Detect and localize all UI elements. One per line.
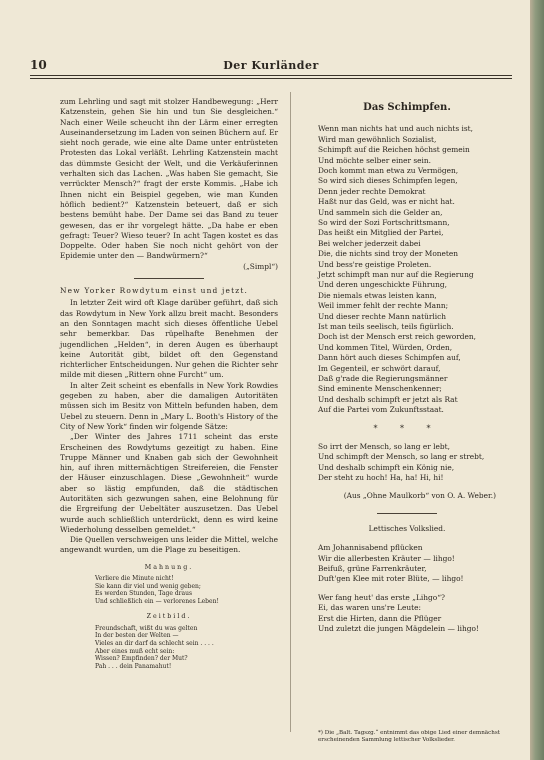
poem-line: Ei, das waren uns're Leute: bbox=[318, 603, 421, 613]
rowdytum-paragraph-1: In letzter Zeit wird oft Klage darüber geführt, daß sich das Rowdytum in New York allzu breit macht. Besonders an den Sonntagen macht sich dieses öffentliche Uebel sehr bemerkbar. Das rüpelhafte Benehmen der jugendlichen „Helden“, in deren Augen es überhaupt keine Autorität gibt, bildet oft den Gegenstand richterlicher Entscheidungen. Nur gehen die Richter sehr milde mit diesen „Rittern ohne Furcht“ um. bbox=[60, 298, 278, 380]
rowdytum-paragraph-3: Die Quellen verschweigen uns leider die Mittel, welche angewandt wurden, um die Plage zu beseitigen. bbox=[60, 535, 278, 555]
rowdytum-paragraph-2: In alter Zeit scheint es ebenfalls in New York Rowdies gegeben zu haben, aber die damaligen Autoritäten müssen sich im Besitz von Mitteln befunden haben, dem Uebel zu steuern. Denn in „Mary L. Booth's History of the City of New York“ finden wir folgende Sätze: bbox=[60, 380, 278, 431]
poem-line: Und kommen Titel, Würden, Orden, bbox=[318, 342, 453, 352]
poem-mahnung bbox=[60, 575, 278, 605]
poem-line: Sie kann dir viel und wenig geben; bbox=[95, 582, 201, 590]
section-divider bbox=[377, 513, 437, 514]
poem-line: Denn jeder rechte Demokrat bbox=[318, 186, 426, 196]
poem-line: Und zuletzt die jungen Mägdelein — lihgo! bbox=[318, 624, 479, 634]
poem-line: So wird der Sozi Fortschrittsmann, bbox=[318, 217, 450, 227]
asterism: * * * bbox=[373, 423, 441, 433]
poem-line: Doch kommt man etwa zu Vermögen, bbox=[318, 165, 459, 175]
poem-line: Doch ist der Mensch erst reich geworden, bbox=[318, 332, 476, 342]
poem-line: Es werden Stunden, Tage draus bbox=[95, 590, 193, 598]
poem-line: Am Johannisabend pflücken bbox=[318, 543, 423, 553]
volkslied-stanza-2 bbox=[318, 593, 496, 635]
poem-line: Wird man gewöhnlich Sozialist, bbox=[318, 134, 437, 144]
poem-line: Weil immer fehlt der rechte Mann; bbox=[318, 301, 449, 311]
poem-line: Und deshalb schimpft er jetzt als Rat bbox=[318, 394, 458, 404]
poem-line: Freundschaft, wißt du was gelten bbox=[95, 624, 198, 632]
poem-line: Wer fang heut' das erste „Lihgo“? bbox=[318, 592, 445, 602]
poem-schimpfen bbox=[318, 124, 496, 415]
poem-line: Wir die allerbesten Kräuter — lihgo! bbox=[318, 553, 455, 563]
poem-line: Daß g'rade die Regierungsmänner bbox=[318, 374, 448, 384]
poem-line: Und dieser rechte Mann natürlich bbox=[318, 311, 446, 321]
book-binding-edge bbox=[530, 0, 544, 760]
poem-line: Dann hört auch dieses Schimpfen auf, bbox=[318, 353, 461, 363]
poem-line: Erst die Hirten, dann die Pflüger bbox=[318, 613, 442, 623]
periodical-title: Der Kurländer bbox=[223, 59, 319, 72]
poem-title-schimpfen: Das Schimpfen. bbox=[363, 102, 451, 113]
poem-line: Schimpft auf die Reichen höchst gemein bbox=[318, 145, 470, 155]
poem-line: Vieles an dir darf da schlecht sein . . . . bbox=[95, 639, 214, 647]
poem-line: Sind eminente Menschenkenner; bbox=[318, 384, 442, 394]
poem-credit: (Aus „Ohne Maulkorb“ von O. A. Weber.) bbox=[343, 490, 496, 500]
section-divider bbox=[134, 278, 204, 279]
poem-line: Und deren ungeschickte Führung, bbox=[318, 280, 447, 290]
poem-zeitbild-title: Zeitbild. bbox=[146, 613, 192, 621]
katzenstein-paragraph: zum Lehrling und sagt mit stolzer Handbewegung: „Herr Katzenstein, gehen Sie hin und tun Sie desgleichen.“ Nach einer Weile scheucht ihn der Lärm einer erregten Auseinandersetzung im Laden von seinen Büchern auf. Er sieht noch gerade, wie eine alte Dame unter entrüsteten Protesten das Lokal verläßt. Lehrling Katzenstein macht das dümmste Gesicht der Welt, und die Verkäuferinnen verhalten sich das Lachen. „Was haben Sie gemacht, Sie verrückter Mensch?“ fragt der erste Kommis. „Habe ich Ihnen nicht ein Beispiel gegeben, wie man Kunden höflich bedient?“ Katzenstein beteuert, daß er sich bestens bemüht habe. Der Dame sei das Band zu teuer gewesen, das er ihr vorgelegt hätte. „Da habe er eben gefragt: Teuer? Wieso teuer? In acht Tagen kostet es das Doppelte. Oder haben Sie noch nicht gehört von der Epidemie unter den — Bandwürmern?“ bbox=[60, 97, 278, 261]
page-number: 10 bbox=[30, 58, 47, 72]
right-column bbox=[318, 97, 496, 642]
footnote: *) Die „Balt. Tagszg.“ entnimmt das obige Lied einer demnächst erscheinenden Sammlung lettischer Volkslieder. bbox=[318, 730, 500, 743]
rowdytum-quote: „Der Winter des Jahres 1711 scheint das erste Erscheinen des Rowdytums gezeitigt zu haben. Eine Truppe Männer und Knaben gab sich der Gewohnheit hin, auf ihren mitternächtigen Streifereien, die Fenster der Häuser einzuschlagen. Diese „Gewohnheit“ wurde aber so lästig empfunden, daß die städtischen Autoritäten sich gezwungen sahen, eine Belohnung für die Ergreifung der Uebeltäter auszusetzen. Das Uebel wurde auch schließlich unterdrückt, denn es wird keine Wiederholung desselben gemeldet.“ bbox=[60, 432, 278, 534]
column-separator bbox=[290, 92, 291, 732]
poem-line: Pah . . . dein Panamahut! bbox=[95, 662, 172, 670]
poem-line: Haßt nur das Geld, was er nicht hat. bbox=[318, 197, 455, 207]
poem-line: Bei welcher jederzeit dabei bbox=[318, 238, 421, 248]
left-column bbox=[60, 97, 278, 670]
poem-line: Die, die nichts sind troy der Moneten bbox=[318, 249, 459, 259]
poem-line: Im Gegenteil, er schwört darauf, bbox=[318, 363, 441, 373]
poem-line: Auf die Partei vom Zukunftsstaat. bbox=[318, 405, 444, 415]
poem-line: Wissen? Empfinden? der Mut? bbox=[95, 655, 188, 663]
poem-line: Das heißt ein Mitglied der Partei, bbox=[318, 228, 444, 238]
poem-line: Verliere die Minute nicht! bbox=[95, 575, 174, 583]
poem-line: Duft'gen Klee mit roter Blüte, — lihgo! bbox=[318, 574, 464, 584]
poem-line: Jetzt schimpft man nur auf die Regierung bbox=[318, 269, 474, 279]
poem-line: Ist man teils seelisch, teils figürlich. bbox=[318, 322, 454, 332]
header-rule-bottom bbox=[30, 78, 512, 79]
poem-line: Wenn man nichts hat und auch nichts ist, bbox=[318, 124, 474, 134]
poem-line: Und schimpft der Mensch, so lang er strebt, bbox=[318, 452, 485, 462]
volkslied-stanza-1 bbox=[318, 543, 496, 585]
poem-line: Und schließlich ein — verlorenes Leben! bbox=[95, 597, 219, 605]
page-header bbox=[30, 58, 512, 74]
poem-schimpfen-coda bbox=[318, 442, 496, 484]
poem-line: Beifuß, grüne Farrenkräuter, bbox=[318, 564, 427, 573]
poem-line: So irrt der Mensch, so lang er lebt, bbox=[318, 441, 450, 451]
source-signature: („Simpl“) bbox=[243, 261, 278, 271]
poem-line: Die niemals etwas leisten kann, bbox=[318, 290, 437, 300]
volkslied-title: Lettisches Volkslied. bbox=[368, 523, 446, 533]
header-rule-top bbox=[30, 75, 512, 76]
poem-mahnung-title: Mahnung. bbox=[144, 563, 194, 571]
poem-zeitbild bbox=[60, 625, 278, 671]
rowdytum-heading: New Yorker Rowdytum einst und jetzt. bbox=[60, 286, 249, 296]
poem-line: In der besten der Welten — bbox=[95, 632, 179, 640]
poem-line: Aber eines muß echt sein: bbox=[95, 647, 175, 655]
poem-line: Der steht zu hoch! Ha, ha! Hi, hi! bbox=[318, 473, 444, 483]
poem-line: Und möchte selber einer sein. bbox=[318, 155, 432, 165]
poem-line: So wird sich dieses Schimpfen legen, bbox=[318, 176, 458, 186]
poem-line: Und sammeln sich die Gelder an, bbox=[318, 207, 443, 217]
poem-line: Und bess're geistige Proleten. bbox=[318, 259, 432, 269]
poem-line: Und deshalb schimpft ein König nie, bbox=[318, 462, 455, 472]
